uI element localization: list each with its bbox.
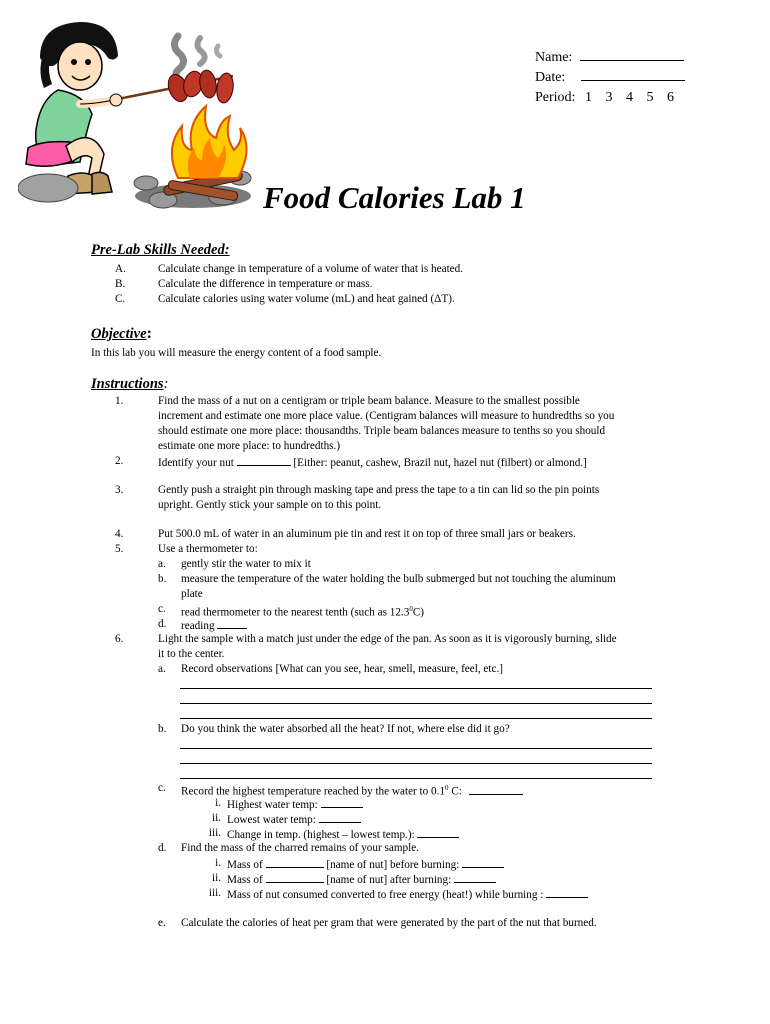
- prelab-item: Calculate change in temperature of a volume of water that is heated.: [158, 263, 464, 275]
- degree-superscript: 0: [409, 605, 413, 613]
- objective-heading: Objective: [91, 326, 147, 342]
- date-blank[interactable]: [581, 69, 685, 81]
- step-text: increment and estimate one more place value. (Centigram balances will measure to hundredths so you: [158, 410, 615, 422]
- roman-text-part: Lowest water temp:: [227, 814, 316, 826]
- period-label: Period:: [535, 90, 576, 105]
- step-text: upright. Gently stick your sample on to this point.: [158, 499, 382, 511]
- step-text-part: Identify your nut: [158, 457, 234, 469]
- answer-line[interactable]: [180, 718, 652, 719]
- date-label: Date:: [535, 70, 566, 85]
- substep-text: gently stir the water to mix it: [181, 558, 311, 570]
- objective-heading-wrap: [91, 325, 152, 343]
- instructions-colon: :: [163, 376, 169, 392]
- roman-text: [227, 886, 588, 903]
- answer-line[interactable]: [180, 778, 652, 779]
- roman-marker: i.: [215, 857, 221, 869]
- answer-line[interactable]: [180, 688, 652, 689]
- step-text: Put 500.0 mL of water in an aluminum pie tin and rest it on top of three small jars or beakers.: [158, 528, 576, 540]
- step-number: 3.: [115, 484, 124, 496]
- step-text: Gently push a straight pin through masking tape and press the tape to a tin can lid so the pin points: [158, 484, 600, 496]
- campfire-illustration: [18, 18, 258, 218]
- answer-blank[interactable]: [319, 811, 361, 823]
- nut-type-blank[interactable]: [237, 454, 291, 466]
- step-number: 1.: [115, 395, 124, 407]
- roman-text-part: Change in temp. (highest – lowest temp.):: [227, 829, 415, 841]
- period-option[interactable]: 3: [605, 90, 613, 105]
- answer-blank[interactable]: [462, 856, 504, 868]
- roman-marker: iii.: [208, 887, 221, 899]
- prelab-heading: Pre-Lab Skills Needed:: [91, 242, 230, 258]
- answer-blank[interactable]: [417, 826, 459, 838]
- substep-text-part: read thermometer to the nearest tenth (such as 12.3: [181, 606, 410, 619]
- substep-text-part: C:: [448, 785, 462, 798]
- date-field[interactable]: [535, 69, 685, 86]
- prelab-marker: A.: [115, 263, 126, 275]
- name-label: Name:: [535, 50, 573, 65]
- step-text: estimate one more place: to hundredths.): [158, 440, 341, 452]
- step-number: 6.: [115, 633, 124, 645]
- roman-text-part: Mass of nut consumed converted to free energy (heat!) while burning :: [227, 889, 544, 901]
- roman-text-part: [name of nut] before burning:: [326, 859, 460, 871]
- step-text: [158, 454, 587, 471]
- instructions-heading-wrap: [91, 375, 169, 393]
- substep-text-part: C): [412, 606, 425, 619]
- answer-line[interactable]: [180, 748, 652, 749]
- degree-superscript: 0: [445, 784, 449, 792]
- substep-text-part: Record the highest temperature reached by the water to 0.1: [181, 785, 446, 798]
- roman-text-part: Mass of: [227, 859, 263, 871]
- period-field: [535, 89, 674, 106]
- substep-text: Calculate the calories of heat per gram that were generated by the part of the nut that burned.: [181, 917, 597, 929]
- nut-name-blank[interactable]: [266, 856, 324, 868]
- prelab-marker: C.: [115, 293, 126, 305]
- substep-text-part: reading: [181, 620, 215, 632]
- answer-line[interactable]: [180, 703, 652, 704]
- roman-marker: i.: [215, 797, 221, 809]
- step-number: 2.: [115, 455, 124, 467]
- substep-text: measure the temperature of the water holding the bulb submerged but not touching the aluminum: [181, 573, 616, 585]
- substep-marker: b.: [158, 723, 167, 735]
- substep-text: Do you think the water absorbed all the heat? If not, where else did it go?: [181, 723, 510, 735]
- highest-temp-blank[interactable]: [469, 783, 523, 795]
- step-number: 4.: [115, 528, 124, 540]
- step-text-part: [Either: peanut, cashew, Brazil nut, hazel nut (filbert) or almond.]: [293, 457, 587, 469]
- substep-text: plate: [181, 588, 203, 600]
- step-number: 5.: [115, 543, 124, 555]
- nut-name-blank[interactable]: [266, 871, 324, 883]
- answer-blank[interactable]: [454, 871, 496, 883]
- substep-marker: e.: [158, 917, 166, 929]
- period-option[interactable]: 4: [625, 90, 633, 105]
- step-text: Find the mass of a nut on a centigram or triple beam balance. Measure to the smallest possible: [158, 395, 580, 407]
- step-text: should estimate one more place: thousandths. Triple beam balances measure to tenths so you should: [158, 425, 606, 437]
- objective-text: In this lab you will measure the energy content of a food sample.: [91, 347, 382, 359]
- substep-text: Find the mass of the charred remains of your sample.: [181, 842, 419, 854]
- substep-marker: c.: [158, 782, 166, 794]
- roman-marker: ii.: [211, 872, 221, 884]
- period-option[interactable]: 1: [584, 90, 592, 105]
- roman-marker: ii.: [211, 812, 221, 824]
- step-text: Use a thermometer to:: [158, 543, 258, 555]
- answer-blank[interactable]: [321, 796, 363, 808]
- objective-colon: :: [146, 325, 152, 342]
- roman-text-part: Highest water temp:: [227, 799, 318, 811]
- prelab-item: Calculate the difference in temperature or mass.: [158, 278, 373, 290]
- step-text: Light the sample with a match just under the edge of the pan. As soon as it is vigorously burning, slide: [158, 633, 617, 645]
- page-title: Food Calories Lab 1: [263, 180, 526, 215]
- prelab-item: Calculate calories using water volume (mL) and heat gained (ΔT).: [158, 293, 455, 305]
- roman-text-part: Mass of: [227, 874, 263, 886]
- answer-blank[interactable]: [546, 886, 588, 898]
- substep-marker: a.: [158, 663, 166, 675]
- period-option[interactable]: 6: [666, 90, 674, 105]
- substep-marker: c.: [158, 603, 166, 615]
- prelab-marker: B.: [115, 278, 126, 290]
- substep-marker: b.: [158, 573, 167, 585]
- step-text: it to the center.: [158, 648, 225, 660]
- name-blank[interactable]: [580, 49, 684, 61]
- substep-marker: d.: [158, 842, 167, 854]
- roman-marker: iii.: [208, 827, 221, 839]
- roman-text-part: [name of nut] after burning:: [326, 874, 452, 886]
- substep-text: Record observations [What can you see, hear, smell, measure, feel, etc.]: [181, 663, 503, 675]
- reading-blank[interactable]: [217, 617, 247, 629]
- answer-line[interactable]: [180, 763, 652, 764]
- instructions-heading: Instructions: [91, 376, 164, 392]
- substep-marker: d.: [158, 618, 167, 630]
- substep-marker: a.: [158, 558, 166, 570]
- period-option[interactable]: 5: [646, 90, 654, 105]
- name-field[interactable]: [535, 49, 684, 66]
